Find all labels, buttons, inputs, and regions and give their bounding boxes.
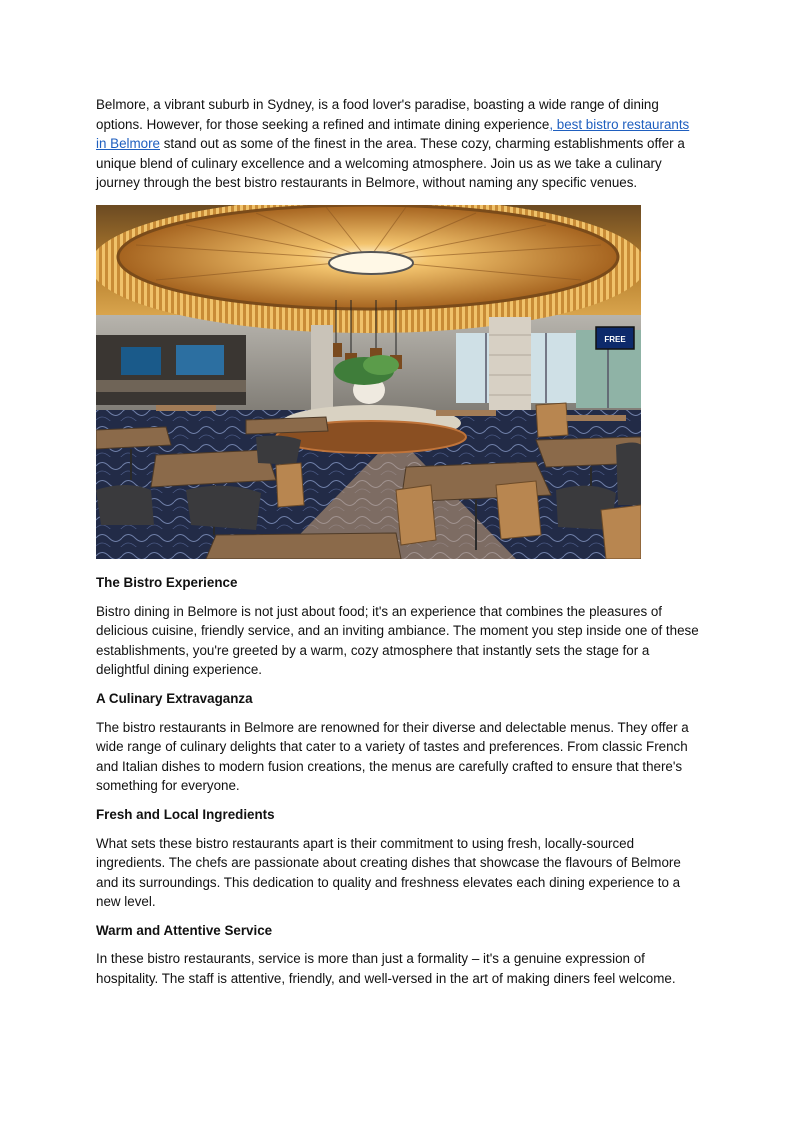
intro-paragraph <box>96 95 700 193</box>
document-page <box>96 95 700 998</box>
section-heading: Fresh and Local Ingredients <box>96 806 275 822</box>
section-body: In these bistro restaurants, service is more than just a formality – it's a genuine expression of hospitality. The staff is attentive, friendly, and well-versed in the art of making diners feel welcome. <box>96 951 676 987</box>
bistro-restaurants-link[interactable]: , best bistro restaurants in Belmore <box>96 116 690 152</box>
section-body: Bistro dining in Belmore is not just about food; it's an experience that combines the pleasures of delicious cuisine, friendly service, and an inviting ambiance. The moment you step inside one of these establishments, you're greeted by a warm, cozy atmosphere that instantly sets the stage for a delightful dining experience. <box>96 603 699 678</box>
intro-text-before: Belmore, a vibrant suburb in Sydney, is a food lover's paradise, boasting a wide range of dining options. However, for those seeking a refined and intimate dining experience <box>96 97 659 132</box>
restaurant-interior-photo <box>96 205 641 559</box>
section-bistro-experience <box>96 573 700 680</box>
section-heading: The Bistro Experience <box>96 574 238 590</box>
section-heading: A Culinary Extravaganza <box>96 690 253 706</box>
section-culinary-extravaganza <box>96 689 700 796</box>
tv-screen-text: FREE <box>604 334 626 344</box>
intro-text-after: stand out as some of the finest in the area. These cozy, charming establishments offer a unique blend of culinary excellence and a welcoming atmosphere. Join us as we take a culinary journey through the best bistro restaurants in Belmore, without naming any specific venues. <box>96 136 685 191</box>
section-body: The bistro restaurants in Belmore are renowned for their diverse and delectable menus. They offer a wide range of culinary delights that cater to a variety of tastes and preferences. From classic French and Italian dishes to modern fusion creations, the menus are carefully crafted to ensure that there's something for everyone. <box>96 719 689 794</box>
section-warm-attentive-service <box>96 921 700 989</box>
section-fresh-local-ingredients <box>96 805 700 912</box>
section-heading: Warm and Attentive Service <box>96 922 273 938</box>
section-body: What sets these bistro restaurants apart is their commitment to using fresh, locally-sourced ingredients. The chefs are passionate about creating dishes that showcase the flavours of Belmore and its surroundings. This dedication to quality and freshness elevates each dining experience to a new level. <box>96 835 681 910</box>
